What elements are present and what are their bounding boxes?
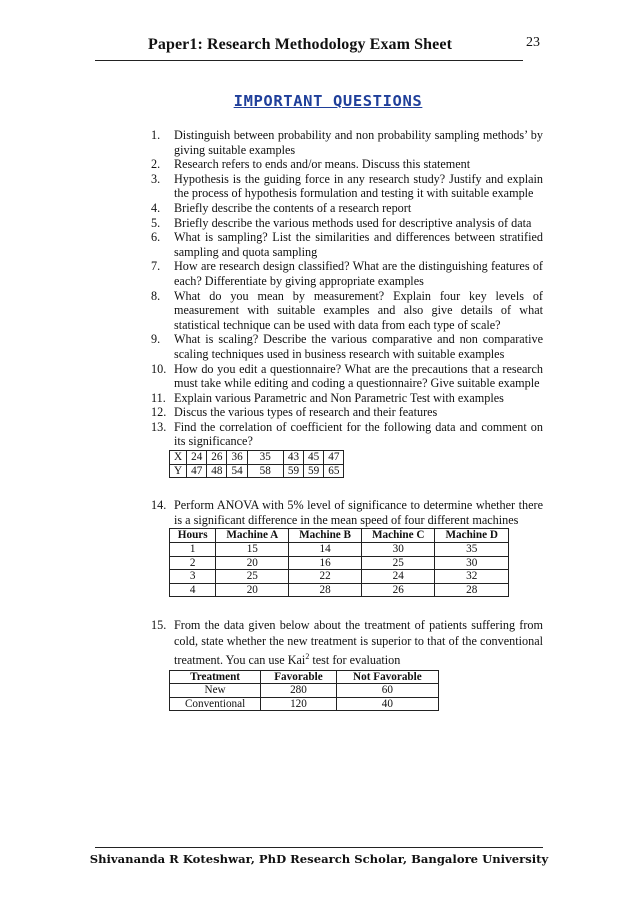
table-cell: 24	[187, 451, 207, 465]
page-header-title: Paper1: Research Methodology Exam Sheet	[148, 36, 453, 53]
table-cell: 43	[283, 451, 303, 465]
table-cell: 35	[247, 451, 283, 465]
question-text: Explain various Parametric and Non Parametric Test with examples	[174, 390, 504, 405]
column-header: Machine C	[361, 529, 435, 543]
table-cell: 35	[435, 543, 509, 557]
question-text: How are research design classified? What are the distinguishing features of each? Differentiate by giving appropriate examples	[174, 259, 543, 288]
anova-data-table	[169, 528, 509, 597]
question-text	[174, 618, 543, 668]
table-row	[170, 697, 439, 711]
question-text: What do you mean by measurement? Explain four key levels of measurement with suitable examples and also give details of what statistical technique can be used with data from each type of scale?	[174, 288, 543, 332]
table-row	[170, 684, 439, 698]
table-cell: 59	[283, 464, 303, 478]
table-row	[170, 464, 344, 478]
header-divider	[95, 60, 523, 61]
table-cell: 48	[207, 464, 227, 478]
table-cell: 59	[304, 464, 324, 478]
superscript: 2	[305, 652, 310, 662]
question-number: 13.	[151, 419, 167, 434]
table-cell: 25	[361, 556, 435, 570]
table-cell: 40	[336, 697, 438, 711]
table-cell: 20	[216, 556, 289, 570]
table-cell: 1	[170, 543, 216, 557]
question-number: 8.	[151, 288, 161, 303]
treatment-data-table	[169, 670, 439, 712]
footer-divider	[95, 847, 543, 848]
question-text: Research refers to ends and/or means. Discuss this statement	[174, 157, 471, 172]
column-header: Machine D	[435, 529, 509, 543]
table-cell: 30	[361, 543, 435, 557]
table-cell: X	[170, 451, 187, 465]
question-item	[151, 420, 543, 449]
question-text: Hypothesis is the guiding force in any research study? Justify and explain the process of hypothesis formulation and testing it with suitable example	[174, 171, 543, 201]
section-heading: IMPORTANT QUESTIONS	[233, 92, 423, 110]
column-header: Machine A	[216, 529, 289, 543]
question-text: What is sampling? List the similarities and differences between stratified sampling and quota sampling	[174, 230, 543, 259]
table-cell: 58	[247, 464, 283, 478]
question-text: How do you edit a questionnaire? What are the precautions that a research must take while editing and coding a questionnaire? Give suitable example	[174, 361, 543, 391]
question-item	[151, 332, 543, 361]
table-cell: 120	[261, 697, 337, 711]
table-cell: 36	[227, 451, 247, 465]
table-cell: 28	[289, 583, 362, 597]
question-text: Briefly describe the contents of a research report	[174, 200, 412, 215]
column-header: Hours	[170, 529, 216, 543]
question-item	[151, 201, 543, 216]
question-item	[151, 362, 543, 391]
question-item	[151, 618, 543, 668]
question-text: Find the correlation of coefficient for the following data and comment on its significance?	[174, 419, 543, 449]
question-number: 11.	[151, 390, 166, 405]
table-cell: 47	[324, 451, 344, 465]
question-item	[151, 391, 543, 406]
question-text: Discus the various types of research and their features	[174, 405, 438, 420]
table-row	[170, 451, 344, 465]
column-header: Not Favorable	[336, 670, 438, 684]
table-header-row	[170, 529, 509, 543]
question-text: Distinguish between probability and non probability sampling methods’ by giving suitable examples	[174, 128, 543, 157]
table-row	[170, 570, 509, 584]
question-item	[151, 157, 543, 172]
table-row	[170, 543, 509, 557]
spacer	[151, 478, 543, 498]
table-row	[170, 583, 509, 597]
page-footer: Shivananda R Koteshwar, PhD Research Scholar, Bangalore University	[89, 852, 549, 866]
question-number: 14.	[151, 498, 167, 513]
table-cell: 20	[216, 583, 289, 597]
question-text: Briefly describe the various methods used for descriptive analysis of data	[174, 215, 532, 230]
question-item	[151, 405, 543, 420]
question-item	[151, 259, 543, 288]
question-text-part: From the data given below about the treatment of patients suffering from cold, state whether the new treatment is superior to that of the conventional treatment. You can use Kai	[174, 618, 543, 668]
table-cell: 28	[435, 583, 509, 597]
table-cell: New	[170, 684, 261, 698]
question-item	[151, 128, 543, 157]
column-header: Favorable	[261, 670, 337, 684]
table-cell: 4	[170, 583, 216, 597]
table-cell: 22	[289, 570, 362, 584]
table-cell: Conventional	[170, 697, 261, 711]
correlation-data-table	[169, 450, 344, 478]
question-number: 12.	[151, 405, 167, 420]
question-number: 4.	[151, 200, 161, 215]
question-number: 10.	[151, 361, 167, 376]
table-cell: 65	[324, 464, 344, 478]
question-text: What is scaling? Describe the various comparative and non comparative scaling techniques used in business research with suitable examples	[174, 332, 543, 361]
question-item	[151, 216, 543, 231]
question-number: 7.	[151, 259, 161, 274]
table-cell: 2	[170, 556, 216, 570]
table-cell: 3	[170, 570, 216, 584]
table-cell: 60	[336, 684, 438, 698]
question-number: 15.	[151, 618, 167, 633]
table-cell: 26	[361, 583, 435, 597]
question-number: 1.	[151, 128, 161, 142]
table-header-row	[170, 670, 439, 684]
table-cell: 16	[289, 556, 362, 570]
column-header: Machine B	[289, 529, 362, 543]
table-cell: 54	[227, 464, 247, 478]
table-cell: 45	[304, 451, 324, 465]
table-cell: 14	[289, 543, 362, 557]
spacer	[151, 597, 543, 618]
table-row	[170, 556, 509, 570]
table-cell: 32	[435, 570, 509, 584]
question-text: Perform ANOVA with 5% level of significance to determine whether there is a significant difference in the mean speed of four different machines	[174, 498, 543, 527]
table-cell: 47	[187, 464, 207, 478]
question-item	[151, 498, 543, 527]
table-cell: 25	[216, 570, 289, 584]
question-number: 5.	[151, 215, 161, 230]
question-item	[151, 172, 543, 201]
question-list	[151, 128, 543, 711]
table-cell: 24	[361, 570, 435, 584]
question-text-part: test for evaluation	[309, 653, 401, 668]
page-number: 23	[526, 35, 540, 50]
column-header: Treatment	[170, 670, 261, 684]
table-cell: 30	[435, 556, 509, 570]
table-cell: 280	[261, 684, 337, 698]
question-number: 3.	[151, 171, 161, 186]
question-item	[151, 289, 543, 333]
table-cell: Y	[170, 464, 187, 478]
question-item	[151, 230, 543, 259]
table-cell: 15	[216, 543, 289, 557]
question-number: 2.	[151, 157, 161, 172]
table-cell: 26	[207, 451, 227, 465]
question-number: 6.	[151, 230, 161, 245]
question-number: 9.	[151, 332, 161, 347]
